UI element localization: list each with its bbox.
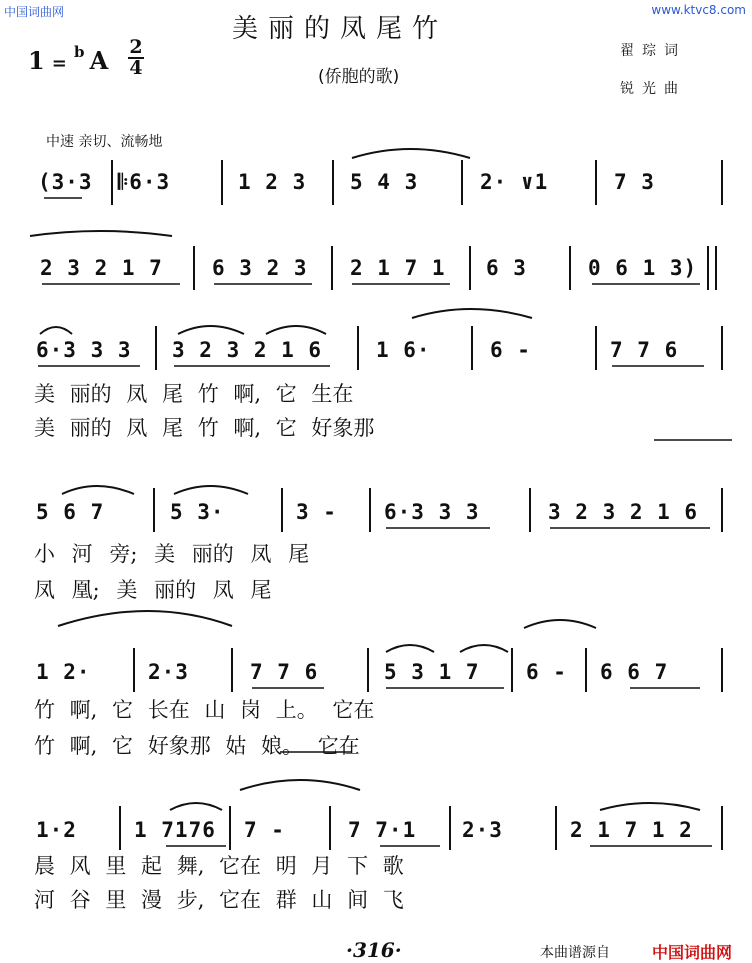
flat-sign: b bbox=[73, 43, 85, 61]
note-group: (3·3 bbox=[38, 170, 93, 194]
note-group: 1 2· bbox=[36, 660, 91, 684]
key-do: 1 bbox=[28, 46, 45, 75]
note-group: 2 3 2 1 7 bbox=[40, 256, 163, 280]
watermark-left: 中国词曲网 bbox=[4, 5, 65, 19]
note-group: 5 3· bbox=[170, 500, 225, 524]
slur bbox=[30, 231, 172, 236]
watermark-right: www.ktvc8.com bbox=[651, 3, 746, 17]
note-group: 3 2 3 2 1 6 bbox=[548, 500, 699, 524]
song-title: 美丽的凤尾竹 bbox=[232, 14, 449, 44]
note-group: 7 7 6 bbox=[250, 660, 319, 684]
slur bbox=[412, 309, 532, 318]
lyric-verse-1: 美 丽的 凤 尾 竹 啊, 它 生在 bbox=[34, 382, 354, 406]
slur bbox=[386, 645, 434, 652]
lyric-verse-2: 凤 凰; 美 丽的 凤 尾 bbox=[34, 578, 272, 602]
key-equals: = bbox=[51, 53, 67, 74]
note-group: 6 6 7 bbox=[600, 660, 669, 684]
lyric-verse-2: 河 谷 里 漫 步, 它在 群 山 间 飞 bbox=[34, 888, 404, 912]
note-group: 1 2 3 bbox=[238, 170, 307, 194]
lyric-verse-1: 晨 风 里 起 舞, 它在 明 月 下 歌 bbox=[34, 854, 404, 878]
note-group: 5 4 3 bbox=[350, 170, 419, 194]
note-group: 2· ∨1 bbox=[480, 170, 549, 194]
note-group: 5 3 1 7 bbox=[384, 660, 480, 684]
slur bbox=[600, 803, 700, 810]
note-group: 0 6 1 3) bbox=[588, 256, 698, 280]
note-group: 1 7176 bbox=[134, 818, 216, 842]
lyricist-credit: 翟琮词 bbox=[620, 43, 686, 59]
note-group: 𝄆6·3 bbox=[118, 170, 171, 194]
slur bbox=[40, 327, 72, 334]
note-group: 7 7·1 bbox=[348, 818, 417, 842]
lyric-verse-1: 小 河 旁; 美 丽的 凤 尾 bbox=[34, 542, 310, 566]
note-group: 5 6 7 bbox=[36, 500, 105, 524]
song-subtitle: (侨胞的歌) bbox=[318, 67, 400, 87]
tempo-marking: 中速 亲切、流畅地 bbox=[46, 134, 163, 150]
note-group: 2·3 bbox=[462, 818, 503, 842]
note-group: 6 3 2 3 bbox=[212, 256, 308, 280]
slur bbox=[174, 486, 248, 494]
slur bbox=[58, 611, 232, 626]
note-group: 7 - bbox=[244, 818, 285, 842]
slur bbox=[352, 149, 470, 158]
slur bbox=[178, 326, 244, 334]
note-group: 2 1 7 1 bbox=[350, 256, 446, 280]
note-group: 6·3 3 3 bbox=[36, 338, 132, 362]
slur bbox=[524, 620, 596, 628]
key-note: A bbox=[89, 46, 109, 75]
note-group: 2 1 7 1 2 bbox=[570, 818, 693, 842]
slur bbox=[266, 326, 326, 334]
slur bbox=[62, 486, 134, 494]
slur bbox=[170, 803, 222, 810]
note-group: 6 - bbox=[526, 660, 567, 684]
note-group: 1 6· bbox=[376, 338, 431, 362]
lyric-verse-1: 竹 啊, 它 长在 山 岗 上。 它在 bbox=[34, 698, 375, 722]
note-group: 3 2 3 2 1 6 bbox=[172, 338, 323, 362]
note-group: 2·3 bbox=[148, 660, 189, 684]
lyric-verse-2: 美 丽的 凤 尾 竹 啊, 它 好象那 bbox=[34, 416, 375, 440]
note-group: 7 3 bbox=[614, 170, 655, 194]
composer-credit: 锐光曲 bbox=[620, 81, 686, 97]
footer-site-name: 中国词曲网 bbox=[652, 943, 733, 962]
lyric-verse-2: 竹 啊, 它 好象那 姑 娘。 它在 bbox=[34, 734, 360, 758]
note-group: 3 - bbox=[296, 500, 337, 524]
note-group: 1·2 bbox=[36, 818, 77, 842]
time-bottom: 4 bbox=[129, 57, 143, 79]
time-top: 2 bbox=[129, 36, 143, 58]
note-group: 7 7 6 bbox=[610, 338, 679, 362]
slur bbox=[240, 780, 360, 790]
note-group: 6 3 bbox=[486, 256, 527, 280]
note-group: 6·3 3 3 bbox=[384, 500, 480, 524]
footer-source-label: 本曲谱源自 bbox=[540, 945, 610, 961]
slur bbox=[460, 645, 508, 652]
page-number: ·316· bbox=[346, 938, 402, 962]
note-group: 6 - bbox=[490, 338, 531, 362]
